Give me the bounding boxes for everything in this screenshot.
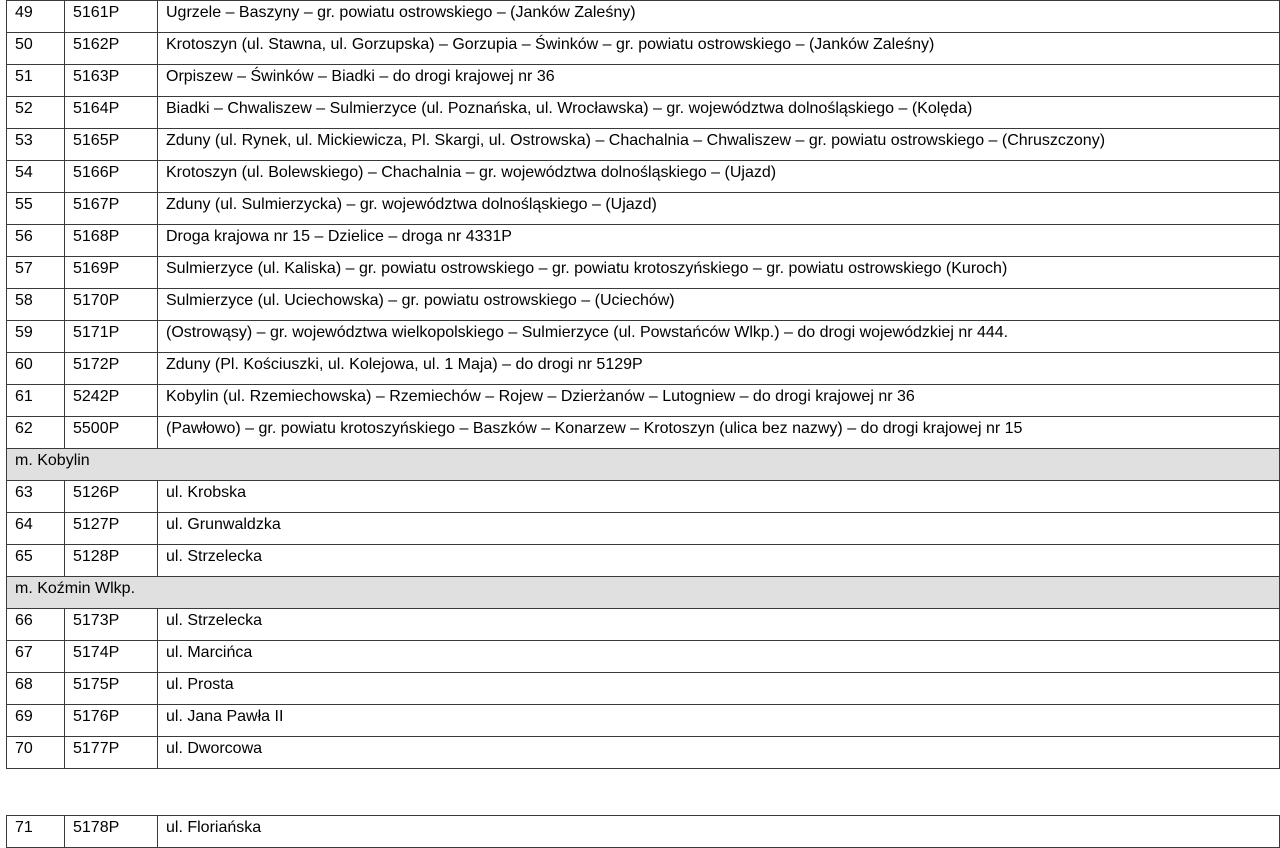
table-row: [7, 737, 1280, 769]
table-row: [7, 321, 1280, 353]
table-row: [7, 65, 1280, 97]
roads-table: [6, 0, 1280, 769]
row-number: 54: [7, 161, 65, 193]
row-number: 57: [7, 257, 65, 289]
road-code: 5172P: [65, 353, 158, 385]
table-row: [7, 33, 1280, 65]
row-number: 69: [7, 705, 65, 737]
table-row: [7, 225, 1280, 257]
table-row: [7, 481, 1280, 513]
table-row: [7, 193, 1280, 225]
row-number: 55: [7, 193, 65, 225]
road-description: ul. Grunwaldzka: [158, 513, 1280, 545]
road-description: Kobylin (ul. Rzemiechowska) – Rzemiechów – Rojew – Dzierżanów – Lutogniew – do drogi krajowej nr 36: [158, 385, 1280, 417]
table-row: [7, 545, 1280, 577]
road-description: ul. Dworcowa: [158, 737, 1280, 769]
row-number: 50: [7, 33, 65, 65]
road-code: 5169P: [65, 257, 158, 289]
table-row: [7, 609, 1280, 641]
road-code: 5171P: [65, 321, 158, 353]
road-description: ul. Marcińca: [158, 641, 1280, 673]
row-number: 61: [7, 385, 65, 417]
road-code: 5166P: [65, 161, 158, 193]
row-number: 71: [7, 816, 65, 848]
row-number: 66: [7, 609, 65, 641]
road-code: 5165P: [65, 129, 158, 161]
road-description: Krotoszyn (ul. Bolewskiego) – Chachalnia – gr. województwa dolnośląskiego – (Ujazd): [158, 161, 1280, 193]
row-number: 52: [7, 97, 65, 129]
road-code: 5168P: [65, 225, 158, 257]
road-description: ul. Floriańska: [158, 816, 1280, 848]
road-code: 5174P: [65, 641, 158, 673]
table-row: [7, 705, 1280, 737]
road-description: Zduny (ul. Rynek, ul. Mickiewicza, Pl. Skargi, ul. Ostrowska) – Chachalnia – Chwaliszew – gr. powiatu ostrowskiego – (Chruszczony): [158, 129, 1280, 161]
table-row: [7, 353, 1280, 385]
row-number: 64: [7, 513, 65, 545]
road-description: Zduny (Pl. Kościuszki, ul. Kolejowa, ul. 1 Maja) – do drogi nr 5129P: [158, 353, 1280, 385]
road-description: ul. Strzelecka: [158, 545, 1280, 577]
road-code: 5178P: [65, 816, 158, 848]
roads-table-continuation: [6, 815, 1280, 848]
roads-table-body: [7, 1, 1280, 769]
table-row: [7, 1, 1280, 33]
section-header-kobylin: [7, 449, 1280, 481]
row-number: 67: [7, 641, 65, 673]
road-description: (Pawłowo) – gr. powiatu krotoszyńskiego – Baszków – Konarzew – Krotoszyn (ulica bez nazwy) – do drogi krajowej nr 15: [158, 417, 1280, 449]
road-code: 5161P: [65, 1, 158, 33]
table-row: [7, 129, 1280, 161]
road-code: 5242P: [65, 385, 158, 417]
row-number: 63: [7, 481, 65, 513]
road-description: Ugrzele – Baszyny – gr. powiatu ostrowskiego – (Janków Zaleśny): [158, 1, 1280, 33]
road-description: Zduny (ul. Sulmierzycka) – gr. województwa dolnośląskiego – (Ujazd): [158, 193, 1280, 225]
row-number: 70: [7, 737, 65, 769]
road-code: 5162P: [65, 33, 158, 65]
road-code: 5164P: [65, 97, 158, 129]
table-row: [7, 641, 1280, 673]
row-number: 65: [7, 545, 65, 577]
table-row: [7, 289, 1280, 321]
road-code: 5167P: [65, 193, 158, 225]
road-code: 5173P: [65, 609, 158, 641]
road-description: Krotoszyn (ul. Stawna, ul. Gorzupska) – Gorzupia – Świnków – gr. powiatu ostrowskiego – (Janków Zaleśny): [158, 33, 1280, 65]
road-code: 5127P: [65, 513, 158, 545]
row-number: 56: [7, 225, 65, 257]
row-number: 58: [7, 289, 65, 321]
road-code: 5176P: [65, 705, 158, 737]
road-description: Sulmierzyce (ul. Kaliska) – gr. powiatu ostrowskiego – gr. powiatu krotoszyńskiego – gr. powiatu ostrowskiego (Kuroch): [158, 257, 1280, 289]
table-row: [7, 97, 1280, 129]
road-description: (Ostrowąsy) – gr. województwa wielkopolskiego – Sulmierzyce (ul. Powstańców Wlkp.) – do drogi wojewódzkiej nr 444.: [158, 321, 1280, 353]
table-row: [7, 417, 1280, 449]
road-code: 5163P: [65, 65, 158, 97]
road-code: 5175P: [65, 673, 158, 705]
row-number: 59: [7, 321, 65, 353]
road-description: Orpiszew – Świnków – Biadki – do drogi krajowej nr 36: [158, 65, 1280, 97]
road-description: ul. Jana Pawła II: [158, 705, 1280, 737]
table-row: [7, 257, 1280, 289]
roads-table-continuation-body: [7, 816, 1280, 848]
table-row: [7, 673, 1280, 705]
road-description: ul. Krobska: [158, 481, 1280, 513]
road-code: 5500P: [65, 417, 158, 449]
row-number: 53: [7, 129, 65, 161]
road-description: ul. Prosta: [158, 673, 1280, 705]
section-title: m. Koźmin Wlkp.: [7, 577, 1280, 609]
table-row: [7, 816, 1280, 848]
table-row: [7, 513, 1280, 545]
road-code: 5128P: [65, 545, 158, 577]
table-row: [7, 385, 1280, 417]
row-number: 68: [7, 673, 65, 705]
road-description: ul. Strzelecka: [158, 609, 1280, 641]
road-description: Droga krajowa nr 15 – Dzielice – droga nr 4331P: [158, 225, 1280, 257]
road-description: Sulmierzyce (ul. Uciechowska) – gr. powiatu ostrowskiego – (Uciechów): [158, 289, 1280, 321]
row-number: 51: [7, 65, 65, 97]
row-number: 62: [7, 417, 65, 449]
section-header-kozmin: [7, 577, 1280, 609]
road-code: 5177P: [65, 737, 158, 769]
section-title: m. Kobylin: [7, 449, 1280, 481]
road-code: 5126P: [65, 481, 158, 513]
row-number: 49: [7, 1, 65, 33]
table-row: [7, 161, 1280, 193]
row-number: 60: [7, 353, 65, 385]
road-description: Biadki – Chwaliszew – Sulmierzyce (ul. Poznańska, ul. Wrocławska) – gr. województwa dolnośląskiego – (Kolęda): [158, 97, 1280, 129]
road-code: 5170P: [65, 289, 158, 321]
